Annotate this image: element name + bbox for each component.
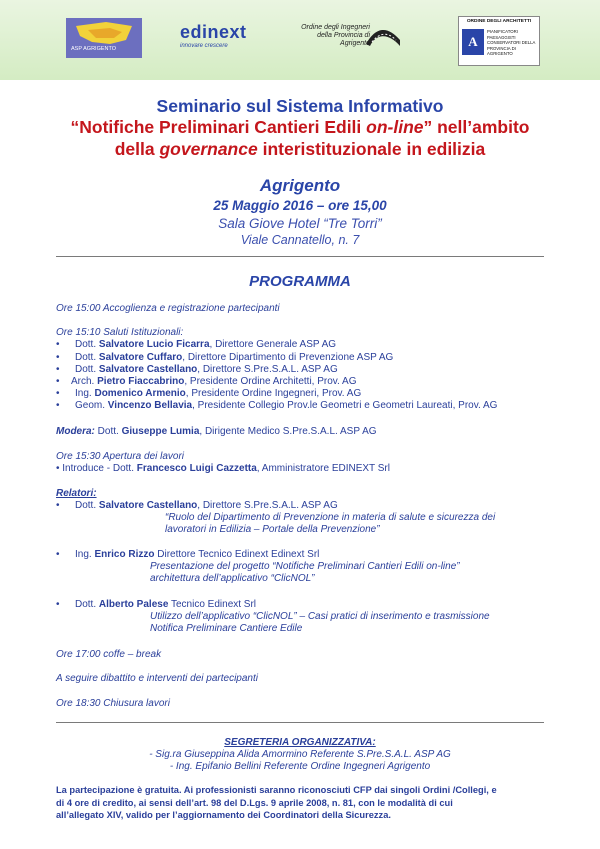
- footer-line-2: di 4 ore di credito, ai sensi dell’art. 98 del D.Lgs. 9 aprile 2008, n. 81, con le modalità di cui: [56, 797, 453, 808]
- event-address: Viale Cannatello, n. 7: [240, 233, 360, 247]
- road-bridge-icon: [366, 22, 400, 48]
- saluti-role: , Direttore Generale ASP AG: [209, 339, 337, 350]
- rel3-talk-line-1: Utilizzo dell’applicativo “ClicNOL” – Casi pratici di inserimento e trasmissione: [150, 611, 490, 622]
- bullet-icon: •: [56, 388, 60, 399]
- saluti-role: , Presidente Ordine Ingegneri, Prov. AG: [185, 388, 362, 399]
- bullet-icon: •: [56, 352, 60, 363]
- modera-name: Giuseppe Lumia: [121, 426, 200, 437]
- rel1-talk-line-2: lavoratori in Edilizia – Portale della Prevenzione”: [165, 524, 380, 535]
- footer-line-1: La partecipazione è gratuita. Ai professionisti saranno riconosciuti CFP dai singoli Ordini /Collegi, e: [56, 785, 497, 795]
- event-date: 25 Maggio 2016 – ore 15,00: [213, 198, 387, 213]
- bullet-icon: •: [56, 549, 60, 560]
- title-line-3a: della: [114, 139, 160, 159]
- edinext-wordmark: edinext: [180, 22, 247, 42]
- title-line-2c: ” nell’ambito: [423, 117, 530, 137]
- programma-chiusura: Ore 18:30 Chiusura lavori: [56, 698, 170, 709]
- saluti-name: Domenico Armenio: [94, 388, 186, 399]
- relatore-1: [75, 500, 338, 512]
- segreteria-line-2: - Ing. Epifanio Bellini Referente Ordine Ingegneri Agrigento: [169, 761, 431, 772]
- saluti-title: Dott.: [75, 339, 99, 350]
- rel3-name: Alberto Palese: [98, 599, 169, 610]
- event-venue: Sala Giove Hotel “Tre Torri”: [218, 216, 382, 231]
- title-line-3: [0, 139, 600, 160]
- rel2-talk-line-2: architettura dell’applicativo “ClicNOL”: [150, 573, 315, 584]
- rel2-role: Direttore Tecnico Edinext Edinext Srl: [154, 549, 320, 560]
- saluti-title: Dott.: [75, 352, 99, 363]
- bullet-icon: •: [56, 400, 60, 411]
- saluti-name: Pietro Fiaccabrino: [97, 376, 185, 387]
- title-line-3c: interistituzionale in edilizia: [257, 139, 486, 159]
- bullet-icon: •: [56, 599, 60, 610]
- divider-top: [56, 256, 544, 257]
- title-line-2b: on-line: [366, 117, 424, 137]
- architetti-monogram-icon: A: [462, 29, 484, 55]
- rel2-name: Enrico Rizzo: [94, 549, 155, 560]
- footer-note: [56, 784, 544, 822]
- ordine-ingegneri-logo: [298, 18, 400, 58]
- title-line-2: [0, 117, 600, 138]
- architetti-logo-sub: PIANIFICATORI PAESAGGISTI CONSERVATORI DELLA PROVINCIA DI AGRIGENTO: [487, 29, 536, 56]
- header-band: [0, 0, 600, 80]
- rel1-pre: Dott.: [75, 500, 99, 511]
- rel3-pre: Dott.: [75, 599, 99, 610]
- segreteria-heading: SEGRETERIA ORGANIZZATIVA:: [224, 737, 376, 748]
- introduce-role: , Amministratore EDINEXT Srl: [256, 463, 390, 474]
- saluti-item: [75, 400, 497, 412]
- rel2-talk-line-1: Presentazione del progetto “Notifiche Preliminari Cantieri Edili on-line”: [150, 561, 460, 572]
- relatori-label: Relatori:: [56, 488, 97, 499]
- programma-dibattito: A seguire dibattito e interventi dei partecipanti: [56, 673, 258, 684]
- rel1-name: Salvatore Castellano: [98, 500, 198, 511]
- bullet-icon: •: [56, 500, 60, 511]
- rel3-role: Tecnico Edinext Srl: [168, 599, 257, 610]
- saluti-name: Salvatore Castellano: [98, 364, 198, 375]
- bullet-icon: •: [56, 364, 60, 375]
- bullet-icon: •: [56, 339, 60, 350]
- ordine-architetti-logo: [458, 16, 540, 66]
- saluti-name: Vincenzo Bellavia: [107, 400, 193, 411]
- saluti-item: [75, 352, 393, 364]
- programma-heading: PROGRAMMA: [249, 273, 351, 290]
- title-line-3b: governance: [159, 139, 258, 159]
- bullet-icon: •: [56, 376, 60, 387]
- segreteria-line-1: - Sig.ra Giuseppina Alida Amormino Referente S.Pre.S.A.L. ASP AG: [149, 749, 451, 760]
- relatore-3: [75, 599, 256, 611]
- programma-saluti: Ore 15:10 Saluti Istituzionali:: [56, 327, 184, 338]
- modera-label: Modera:: [56, 426, 95, 437]
- saluti-item: [71, 376, 357, 388]
- introduce-name: Francesco Luigi Cazzetta: [136, 463, 257, 474]
- saluti-item: [75, 388, 361, 400]
- modera-role: , Dirigente Medico S.Pre.S.A.L. ASP AG: [199, 426, 377, 437]
- saluti-title: Geom.: [75, 400, 108, 411]
- architetti-logo-title: ORDINE DEGLI ARCHITETTI: [466, 19, 532, 24]
- ingegneri-logo-text: Ordine degli Ingegneri della Provincia di Agrigento: [301, 24, 370, 47]
- svg-text:ASP AGRIGENTO: ASP AGRIGENTO: [71, 46, 117, 52]
- saluti-title: Dott.: [75, 364, 99, 375]
- relatore-2: [75, 549, 319, 561]
- saluti-name: Salvatore Cuffaro: [98, 352, 183, 363]
- saluti-item: [75, 364, 338, 376]
- divider-bottom: [56, 722, 544, 723]
- modera-pre: Dott.: [94, 426, 122, 437]
- saluti-role: , Presidente Ordine Architetti, Prov. AG: [184, 376, 357, 387]
- event-city: Agrigento: [259, 176, 341, 195]
- programma-coffee: Ore 17:00 coffe – break: [56, 649, 162, 660]
- introduce-pre: • Introduce - Dott.: [56, 463, 137, 474]
- saluti-item: [75, 339, 336, 351]
- saluti-title: Ing.: [75, 388, 95, 399]
- edinext-logo: [180, 22, 260, 62]
- title-line-2a: “Notifiche Preliminari Cantieri Edili: [70, 117, 367, 137]
- saluti-role: , Direttore Dipartimento di Prevenzione ASP AG: [182, 352, 394, 363]
- saluti-role: , Direttore S.Pre.S.A.L. ASP AG: [197, 364, 338, 375]
- programma-apertura: Ore 15:30 Apertura dei lavori: [56, 451, 185, 462]
- edinext-tagline: innovare crescere: [180, 43, 228, 49]
- programma-welcome: Ore 15:00 Accoglienza e registrazione partecipanti: [56, 303, 280, 314]
- saluti-role: , Presidente Collegio Prov.le Geometri e Geometri Laureati, Prov. AG: [192, 400, 498, 411]
- title-line-1: Seminario sul Sistema Informativo: [156, 96, 444, 116]
- introduce-line: [56, 463, 390, 475]
- rel3-talk-line-2: Notifica Preliminare Cantiere Edile: [150, 623, 303, 634]
- asp-agrigento-logo: [66, 18, 142, 58]
- saluti-title: Arch.: [71, 376, 98, 387]
- footer-line-3: all’allegato XIV, valido per l’aggiornamento dei Coordinatori della Sicurezza.: [56, 810, 391, 820]
- modera-line: [56, 426, 377, 438]
- rel1-talk-line-1: “Ruolo del Dipartimento di Prevenzione in materia di salute e sicurezza dei: [165, 512, 496, 523]
- rel2-pre: Ing.: [75, 549, 95, 560]
- saluti-name: Salvatore Lucio Ficarra: [98, 339, 210, 350]
- rel1-role: , Direttore S.Pre.S.A.L. ASP AG: [197, 500, 338, 511]
